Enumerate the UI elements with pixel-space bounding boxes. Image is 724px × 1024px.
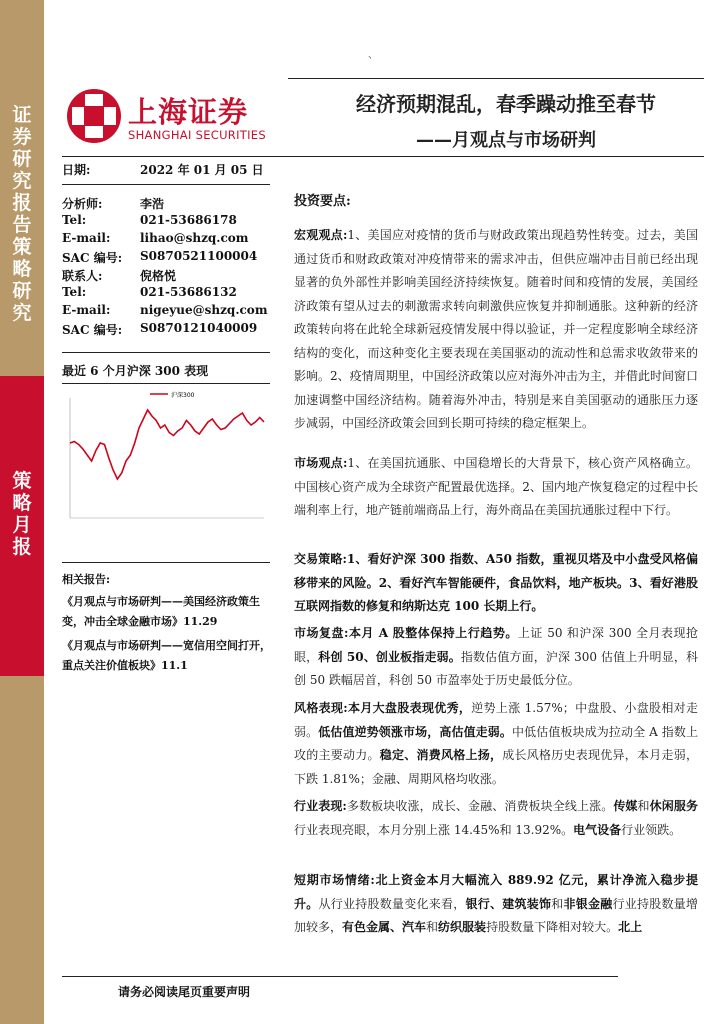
industry-text: 行业领跌。 [621,822,682,837]
series-line-hs300 [70,410,264,479]
sentiment-text: 行业持股数量增加较多， [294,896,698,934]
header-bottom-rule [62,156,704,157]
sentiment-text: 和 [551,896,564,911]
market-view-label: 市场观点: [294,456,348,470]
sentiment-emph: 北上 [618,920,643,934]
brand-logo-icon [66,88,122,144]
chart-bottom-rule [62,562,270,563]
macro-label: 宏观观点: [294,228,348,242]
tel-value: 021-53686178 [140,213,237,227]
sidebar [0,0,44,1024]
email-label: E-mail: [62,231,111,245]
email-label: E-mail: [62,303,111,317]
trading-strategy-label: 交易策略: [294,552,347,566]
chart-top-rule [62,352,270,353]
macro-paragraph [294,224,698,436]
style-text: 中低估值板块成为拉动全 A 指数上攻的主要动力。 [294,724,698,762]
sac-label: SAC 编号: [62,251,123,265]
chart-axes [70,398,264,518]
market-view-text: 1、在美国抗通胀、中国稳增长的大背景下，核心资产风格确立。中国核心资产成为全球资产配置最优选择。2、国内地产恢复稳定的过程中长端利率上行，地产链前端商品上行，海外商品在美国抗通胀过程中下行。 [294,456,698,517]
related-reports [62,570,272,676]
date-rule [62,184,270,185]
chart-title: 最近 6 个月沪深 300 表现 [62,364,209,378]
date-value: 2022 年 01 月 05 日 [140,163,264,177]
brand-name-en: SHANGHAI SECURITIES [128,128,266,142]
style-emph: 本月大盘股表现优秀， [347,701,472,715]
sac-value: S0870121040009 [140,321,258,335]
top-mark: 、 [368,50,378,61]
footer-disclaimer: 请务必阅读尾页重要声明 [118,985,251,999]
sidebar-red-text: 策略月报 [12,470,32,558]
email-value[interactable]: nigeyue@shzq.com [140,303,268,317]
contact-label: 联系人: [62,269,103,283]
industry-performance-paragraph [294,795,698,842]
market-review-paragraph [294,622,698,693]
contact-name: 倪格悦 [140,269,177,283]
style-text: 成长风格历史表现优异，本月走弱，下跌 1.81%；金融、周期风格均收涨。 [294,748,698,786]
sentiment-emph: 银行、建筑装饰 [465,896,552,911]
chart-title-rule [62,383,270,384]
analyst-name: 李浩 [140,197,165,211]
market-review-text: 上证 50 和沪深 300 全月表现抢眼， [294,626,699,664]
tel-label: Tel: [62,213,87,227]
legend-label: 沪深300 [171,392,195,399]
industry-label: 行业表现: [294,799,347,813]
industry-emph: 休闲服务 [649,799,698,813]
sentiment-emph: 纺织服装 [438,920,487,934]
tel-value: 021-53686132 [140,285,237,299]
hs300-line-chart [58,388,270,538]
market-review-text: 指数估值方面，沪深 300 估值上升明显，科创 50 跌幅居首，科创 50 市盈率处于历史最低分位。 [294,649,698,687]
industry-text: 和 [637,799,650,813]
market-view-paragraph [294,452,698,523]
footer-rule [62,976,618,977]
market-review-label: 市场复盘: [294,626,349,640]
sentiment-emph: 非银金融 [563,896,613,911]
section-heading [294,190,698,214]
style-emph: 低估值逆势领涨市场，高估值走弱。 [318,724,513,739]
related-report-item[interactable]: 《月观点与市场研判——宽信用空间打开，重点关注价值板块》11.1 [62,639,271,672]
email-value[interactable]: lihao@shzq.com [140,231,249,245]
date-label: 日期: [62,163,91,177]
related-report-item[interactable]: 《月观点与市场研判——美国经济政策生变，冲击全球金融市场》11.29 [62,595,260,628]
industry-text: 行业表现亮眼，本月分别上涨 14.45%和 13.92%。 [294,822,574,837]
style-performance-paragraph [294,697,698,791]
sentiment-text: 从行业持股数量变化来看， [318,896,466,911]
market-review-emph: 科创 50、创业板指走弱。 [318,649,461,664]
report-subtitle: ——月观点与市场研判 [416,130,596,151]
sentiment-label: 短期市场情绪: [294,873,375,887]
sentiment-paragraph [294,869,698,940]
sidebar-top-text: 证券研究报告 策略研究 [12,104,32,324]
style-emph: 稳定、消费风格上扬， [379,748,503,762]
style-text: 逆势上涨 1.57%；中盘股、小盘股相对走弱。 [294,701,698,739]
related-title: 相关报告: [62,573,111,586]
market-review-emph: 本月 A 股整体保持上行趋势。 [348,626,518,640]
sentiment-text: 和 [426,920,439,934]
trading-strategy-paragraph [294,548,698,619]
sentiment-text: 持股数量下降相对较大。 [486,920,619,934]
tel-label: Tel: [62,285,87,299]
industry-text: 多数板块收涨，成长、金融、消费板块全线上涨。 [346,799,614,813]
brand-name: 上海证券 [128,95,249,129]
trading-strategy-text: 1、看好沪深 300 指数、A50 指数，重视贝塔及中小盘受风格偏移带来的风险。2、看好汽车智能硬件，食品饮料，地产板块。3、看好港股互联网指数的修复和纳斯达克 100 长期上行。 [294,552,698,613]
report-title: 经济预期混乱，春季躁动推至春节 [356,92,656,116]
sentiment-emph: 北上资金本月大幅流入 889.92 亿元，累计净流入稳步提升。 [294,873,698,911]
sac-value: S0870521100004 [140,249,258,263]
title-top-rule [288,78,704,79]
analyst-label: 分析师: [62,197,103,211]
sentiment-emph: 有色金属、汽车 [342,920,427,934]
industry-emph: 电气设备 [573,822,622,837]
sac-label: SAC 编号: [62,323,123,337]
macro-text: 1、美国应对疫情的货币与财政政策出现趋势性转变。过去，美国通过货币和财政政策对冲疫情带来的需求冲击，但供应端冲击目前已经出现显著的负外部性并影响美国经济持续恢复。随着时间和疫情的发展，美国经济政策有望从过去的刺激需求转向刺激供应恢复并抑制通胀。这种新的经济政策转向将在此轮全球新冠疫情发展中得以验证，并一定程度影响全球经济结构的变化，而这种变化主要表现在美国驱动的流动性和总需求收敛带来的影响。2、疫情周期里，中国经济政策以应对海外冲击为主，并借此时间窗口加速调整中国经济结构。随着海外冲击，特别是来自美国驱动的通胀压力逐步减弱，中国经济政策会回到长期可持续的稳定框架上。 [294,228,698,430]
industry-emph: 传媒 [613,799,638,813]
style-performance-label: 风格表现: [294,701,348,715]
investment-points-heading: 投资要点: [294,194,351,209]
